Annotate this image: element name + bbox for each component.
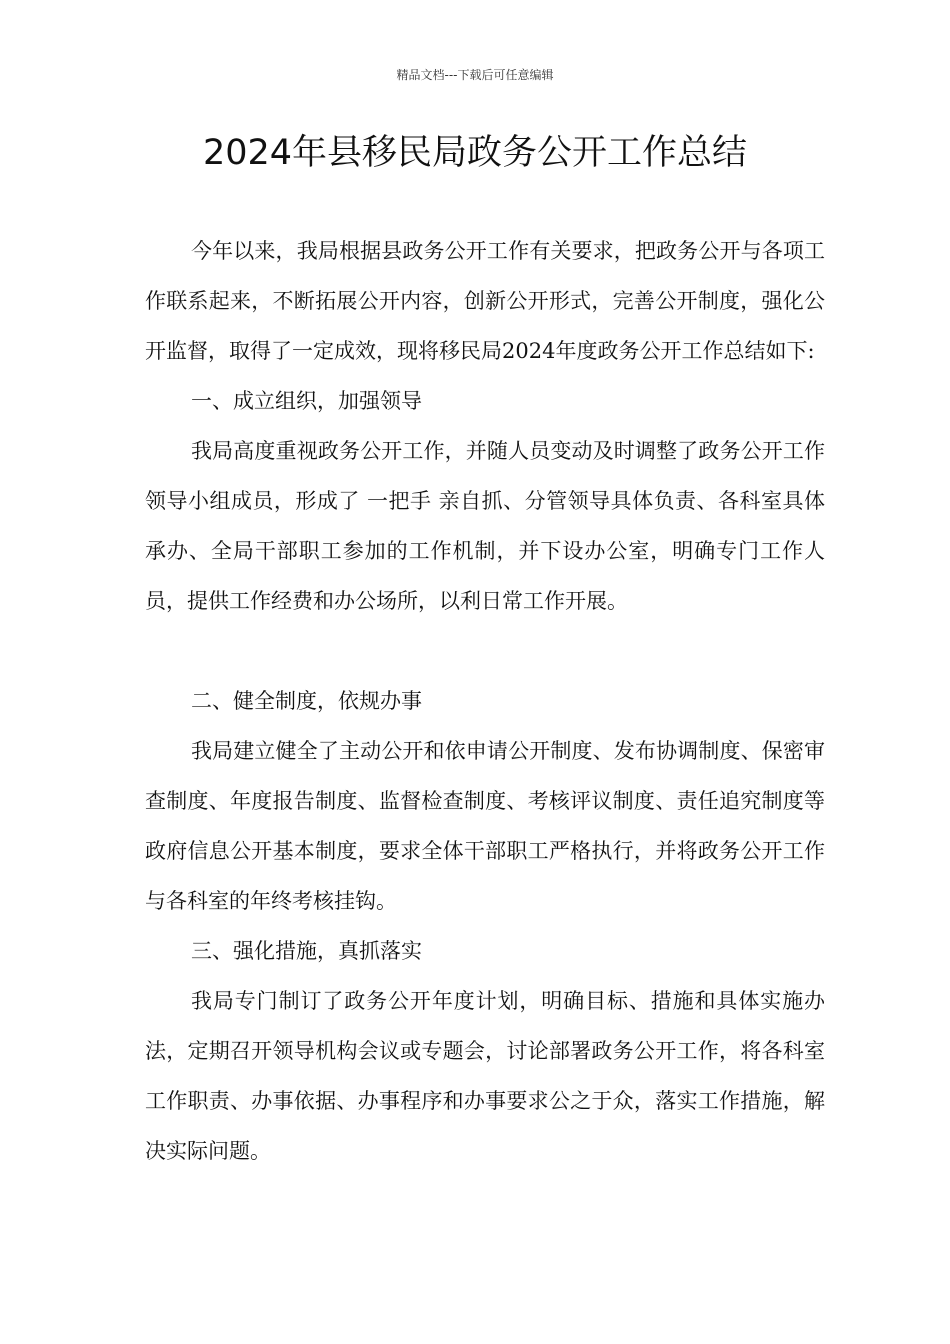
section2-heading: 二、健全制度，依规办事 (191, 689, 422, 713)
section2-paragraph: 我局建立健全了主动公开和依申请公开制度、发布协调制度、保密审查制度、年度报告制度、监督检查制度、考核评议制度、责任追究制度等政府信息公开基本制度，要求全体干部职工严格执行，并将政务公开工作与各科室的年终考核挂钩。 (145, 739, 825, 913)
section1-heading: 一、成立组织，加强领导 (191, 389, 422, 413)
section-gap (145, 626, 825, 676)
section3-heading: 三、强化措施，真抓落实 (191, 939, 422, 963)
document-title: 2024年县移民局政务公开工作总结 (202, 133, 748, 173)
section1-paragraph: 我局高度重视政务公开工作，并随人员变动及时调整了政务公开工作领导小组成员，形成了 一把手 亲自抓、分管领导具体负责、各科室具体承办、全局干部职工参加的工作机制，并下设办公室，明确专门工作人员，提供工作经费和办公场所，以利日常工作开展。 (145, 439, 825, 613)
header-note: 精品文档---下载后可任意编辑 (396, 68, 554, 82)
intro-paragraph: 今年以来，我局根据县政务公开工作有关要求，把政务公开与各项工作联系起来，不断拓展公开内容，创新公开形式，完善公开制度，强化公开监督，取得了一定成效，现将移民局2024年度政务公开工作总结如下: (145, 239, 825, 363)
section3-paragraph: 我局专门制订了政务公开年度计划，明确目标、措施和具体实施办法，定期召开领导机构会议或专题会，讨论部署政务公开工作，将各科室工作职责、办事依据、办事程序和办事要求公之于众，落实工作措施，解决实际问题。 (145, 989, 825, 1163)
document-body (145, 226, 825, 1176)
